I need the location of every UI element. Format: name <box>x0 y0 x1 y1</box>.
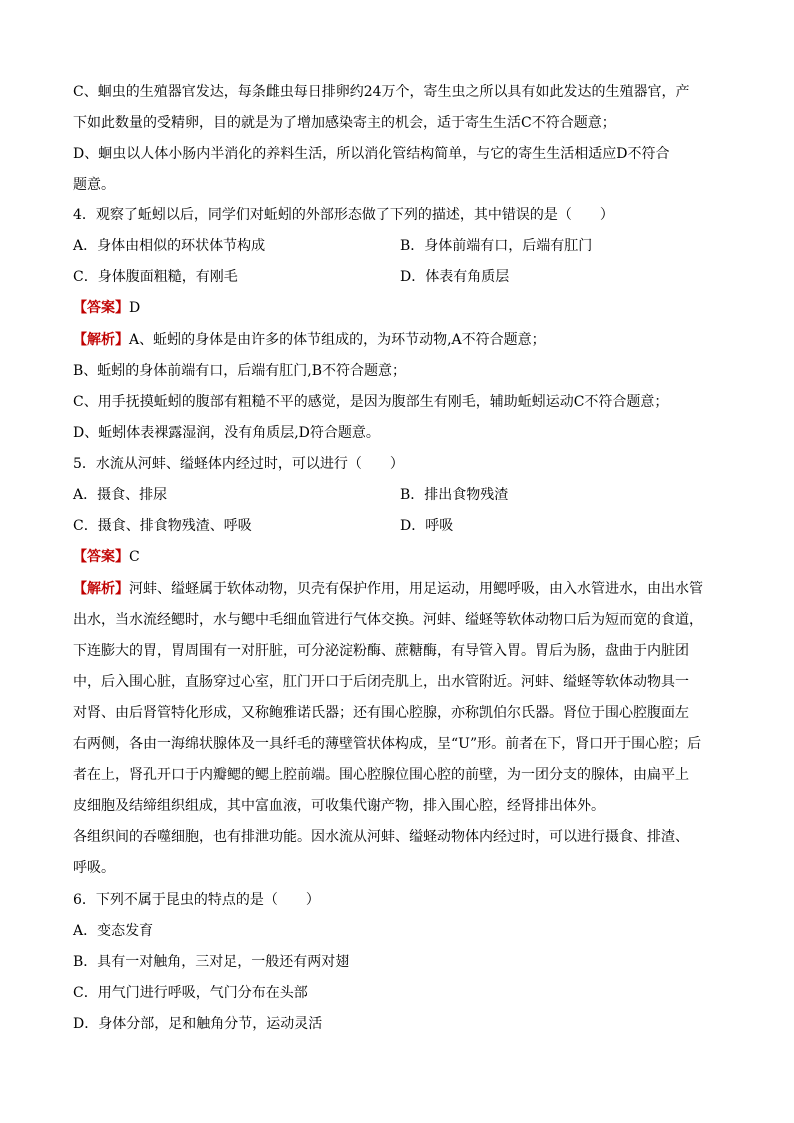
q4-analysis-d: D、蚯蚓体表裸露湿润，没有角质层,D符合题意。 <box>73 425 380 441</box>
prev-analysis-d-line2: 题意。 <box>73 177 115 193</box>
q5-analysis-line-1-text: 河蚌、缢蛏属于软体动物，贝壳有保护作用，用足运动，用鳃呼吸，由入水管进水，由出水管 <box>129 581 703 597</box>
q5-analysis-line-5: 对肾、由后肾管特化形成，又称鲍雅诺氏器；还有围心腔腺，亦称凯伯尔氏器。肾位于围心腔腹面左 <box>73 705 689 721</box>
q5-option-a: A．摄食、排尿 <box>73 487 168 503</box>
q5-analysis-line-9: 各组织间的吞噬细胞，也有排泄功能。因水流从河蚌、缢蛏动物体内经过时，可以进行摄食、排渣、 <box>73 829 689 845</box>
q4-analysis-a <box>73 331 546 349</box>
q5-answer-tag: 【答案】 <box>73 549 129 565</box>
q4-option-b: B．身体前端有口，后端有肛门 <box>400 238 593 254</box>
q4-option-a: A．身体由相似的环状体节构成 <box>73 238 266 254</box>
q5-analysis-line-8: 皮细胞及结缔组织组成，其中富血液，可收集代谢产物，排入围心腔，经肾排出体外。 <box>73 798 605 814</box>
q5-analysis-line-6: 右两侧，各由一海绵状腺体及一具纤毛的薄壁管状体构成，呈“U”形。前者在下，肾口开于围心腔；后 <box>73 736 702 752</box>
q4-answer-tag: 【答案】 <box>73 300 129 316</box>
q4-answer <box>73 299 140 317</box>
prev-analysis-d-line1: D、蛔虫以人体小肠内半消化的养料生活，所以消化管结构简单，与它的寄生生活相适应D不符合 <box>73 146 670 162</box>
q5-analysis-line-1 <box>73 580 703 598</box>
q6-stem: 6．下列不属于昆虫的特点的是（ ） <box>73 892 320 908</box>
prev-analysis-c-line1: C、蛔虫的生殖器官发达，每条雌虫每日排卵约24万个，寄生虫之所以具有如此发达的生殖器官，产 <box>73 84 690 100</box>
q5-analysis-line-10: 呼吸。 <box>73 860 115 876</box>
q5-option-b: B．排出食物残渣 <box>400 487 509 503</box>
q5-analysis-line-7: 者在上，肾孔开口于内瓣鳃的鳃上腔前端。围心腔腺位围心腔的前壁，为一团分支的腺体，由扁平上 <box>73 767 689 783</box>
q6-option-b: B．具有一对触角，三对足，一般还有两对翅 <box>73 954 350 970</box>
q6-option-a: A．变态发育 <box>73 923 154 939</box>
q5-option-d: D．呼吸 <box>400 518 454 534</box>
q6-option-c: C．用气门进行呼吸，气门分布在头部 <box>73 985 308 1001</box>
q5-answer-value: C <box>129 549 140 565</box>
q6-option-d: D．身体分部，足和触角分节，运动灵活 <box>73 1016 323 1032</box>
q5-option-c: C．摄食、排食物残渣、呼吸 <box>73 518 252 534</box>
q4-stem: 4．观察了蚯蚓以后，同学们对蚯蚓的外部形态做了下列的描述，其中错误的是（ ） <box>73 207 614 223</box>
q4-option-c: C．身体腹面粗糙，有刚毛 <box>73 269 238 285</box>
q4-analysis-a-text: A、蚯蚓的身体是由许多的体节组成的，为环节动物,A不符合题意； <box>129 332 546 348</box>
q5-analysis-line-2: 出水，当水流经鳃时，水与鳃中毛细血管进行气体交换。河蚌、缢蛏等软体动物口后为短而宽的食道， <box>73 612 703 628</box>
q5-analysis-line-3: 下连膨大的胃，胃周围有一对肝脏，可分泌淀粉酶、蔗糖酶，有导管入胃。胃后为肠，盘曲于内脏团 <box>73 643 689 659</box>
q4-option-d: D．体表有角质层 <box>400 269 510 285</box>
q4-analysis-tag: 【解析】 <box>73 332 129 348</box>
q5-analysis-line-4: 中，后入围心脏，直肠穿过心室，肛门开口于后闭壳肌上，出水管附近。河蚌、缢蛏等软体动物具一 <box>73 674 689 690</box>
q5-analysis-tag: 【解析】 <box>73 581 129 597</box>
q4-answer-value: D <box>129 300 141 316</box>
q4-analysis-c: C、用手抚摸蚯蚓的腹部有粗糙不平的感觉，是因为腹部生有刚毛，辅助蚯蚓运动C不符合题意； <box>73 394 669 410</box>
prev-analysis-c-line2: 下如此数量的受精卵，目的就是为了增加感染寄主的机会，适于寄生生活C不符合题意； <box>73 115 616 131</box>
q4-analysis-b: B、蚯蚓的身体前端有口，后端有肛门,B不符合题意； <box>73 363 407 379</box>
q5-stem: 5．水流从河蚌、缢蛏体内经过时，可以进行（ ） <box>73 456 404 472</box>
q5-answer <box>73 548 140 566</box>
